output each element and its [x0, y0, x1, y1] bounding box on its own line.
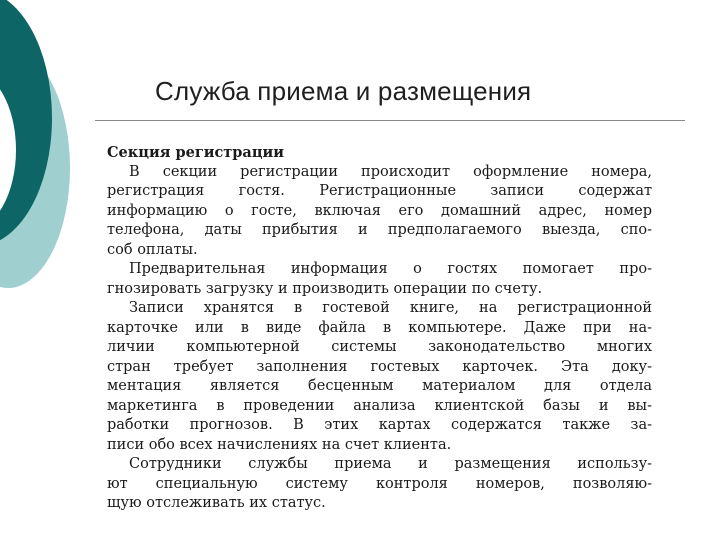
text-line: карточке или в виде файла в компьютере. Даже при на-: [107, 319, 652, 336]
text-line: телефона, даты прибытия и предполагаемого выезда, спо-: [107, 222, 652, 238]
text-line: маркетинга в проведении анализа клиентской базы и вы-: [107, 397, 652, 414]
text-line: работки прогнозов. В этих картах содержатся также за-: [107, 417, 652, 433]
section-heading: Секция регистрации: [107, 144, 285, 161]
text-line: В секции регистрации происходит оформление номера,: [129, 163, 652, 180]
text-line: гнозировать загрузку и производить операции по счету.: [107, 280, 543, 297]
text-line: Предварительная информация о гостях помогает про-: [129, 261, 652, 277]
text-line: регистрация гостя. Регистрационные записи содержат: [107, 183, 652, 199]
text-line: ют специальную систему контроля номеров, позволяю-: [107, 475, 652, 492]
text-line: информацию о госте, включая его домашний адрес, номер: [107, 202, 652, 219]
document-text: [107, 143, 652, 514]
text-line: писи обо всех начислениях на счет клиента.: [107, 436, 452, 453]
text-line: Сотрудники службы приема и размещения использу-: [129, 456, 652, 472]
text-line: соб оплаты.: [107, 241, 198, 258]
title-divider: [95, 120, 685, 121]
text-line: ментация является бесценным материалом для отдела: [107, 378, 652, 394]
text-line: щую отслеживать их статус.: [107, 495, 326, 511]
decorative-shapes: [0, 0, 120, 300]
text-line: стран требует заполнения гостевых карточек. Эта доку-: [107, 358, 652, 375]
slide-title: Служба приема и размещения: [155, 76, 532, 106]
text-line: Записи хранятся в гостевой книге, на регистрационной: [129, 300, 652, 316]
text-line: личии компьютерной системы законодательство многих: [107, 339, 652, 355]
